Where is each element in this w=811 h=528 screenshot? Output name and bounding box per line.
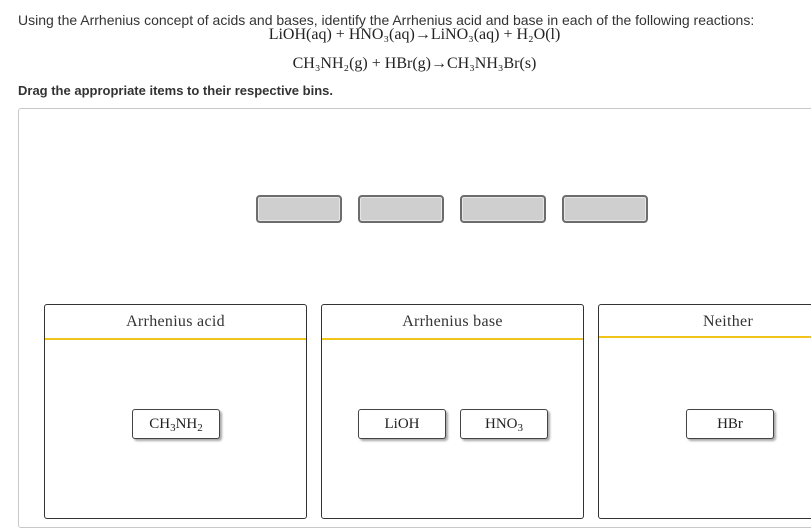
bin-arrhenius-base[interactable] — [321, 304, 584, 519]
question-text: Using the Arrhenius concept of acids and bases, identify the Arrhenius acid and base in each of the following reactions: — [18, 12, 755, 28]
bin-arrhenius-acid[interactable] — [44, 304, 307, 519]
chip-hbr[interactable] — [686, 409, 774, 439]
chip-text: HNO — [485, 415, 518, 432]
bin-label: Neither — [599, 305, 811, 338]
empty-item-slot[interactable] — [460, 195, 546, 223]
equation-1: LiOH(aq) + HNO₃(aq)→LiNO₃(aq) + H₂O(l) — [268, 26, 561, 43]
chip-ch3nh2[interactable] — [132, 409, 220, 439]
chip-text: CH — [149, 415, 171, 432]
chip-text: LiOH — [384, 415, 420, 432]
chip-text: HBr — [717, 415, 743, 432]
bin-label: Arrhenius base — [322, 305, 583, 340]
empty-item-slot[interactable] — [358, 195, 444, 223]
chip-subscript: 3 — [517, 422, 523, 434]
chip-subscript: 2 — [197, 422, 203, 434]
bin-label: Arrhenius acid — [45, 305, 306, 340]
empty-item-slot[interactable] — [256, 195, 342, 223]
chip-hno3[interactable] — [460, 409, 548, 439]
instruction-text: Drag the appropriate items to their respective bins. — [18, 83, 333, 98]
chip-lioh[interactable] — [358, 409, 446, 439]
chip-text: NH — [175, 415, 198, 432]
chip-subscript: 3 — [170, 422, 176, 434]
equation-2: CH₃NH₂(g) + HBr(g)→CH₃NH₃Br(s) — [292, 55, 537, 72]
bin-neither[interactable] — [598, 304, 811, 519]
empty-item-slot[interactable] — [562, 195, 648, 223]
